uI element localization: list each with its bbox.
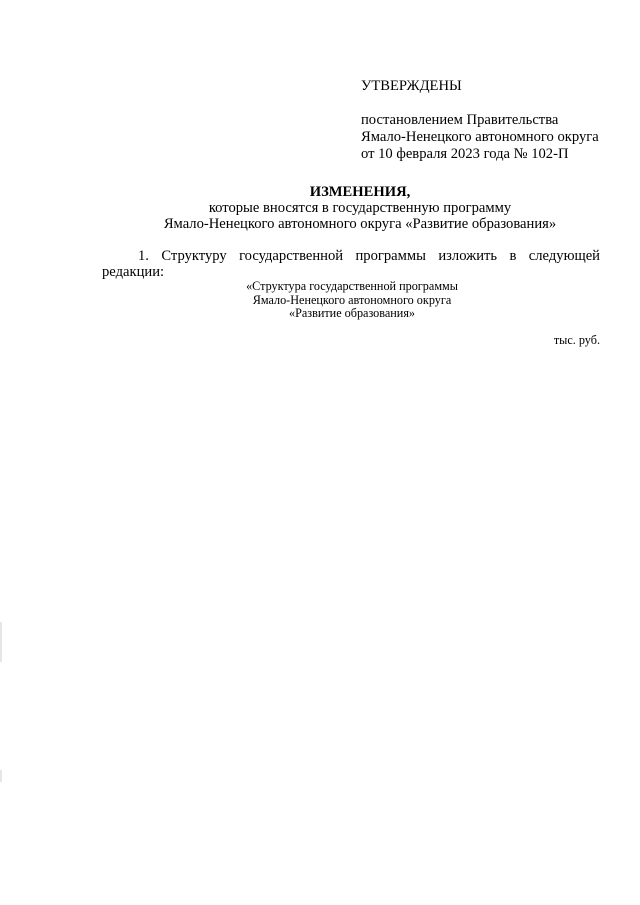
structure-heading (152, 280, 552, 321)
units-label: тыс. руб. (553, 333, 600, 347)
document-title: ИЗМЕНЕНИЯ, (309, 184, 411, 200)
approval-line: постановлением Правительства (361, 112, 559, 128)
scan-edge-mark (0, 770, 2, 782)
structure-heading-line: Ямало-Ненецкого автономного округа (252, 292, 452, 307)
document-header (60, 184, 640, 232)
paragraph-line: редакции: (102, 264, 165, 280)
structure-heading-line: «Развитие образования» (288, 306, 416, 320)
structure-heading-line: «Структура государственной программы (246, 279, 458, 293)
approval-line: от 10 февраля 2023 года № 102-П (361, 146, 569, 162)
paragraph-line: 1. Структуру государственной программы изложить в следующей (138, 248, 600, 264)
approval-line: Ямало-Ненецкого автономного округа (361, 129, 599, 145)
document-subtitle-line: которые вносятся в государственную программу (208, 200, 512, 216)
document-subtitle-line: Ямало-Ненецкого автономного округа «Развитие образования» (163, 216, 557, 232)
scan-edge-mark (0, 622, 2, 662)
approval-title: УТВЕРЖДЕНЫ (361, 78, 462, 94)
approval-block (361, 78, 621, 163)
paragraph-item-1 (102, 248, 600, 280)
